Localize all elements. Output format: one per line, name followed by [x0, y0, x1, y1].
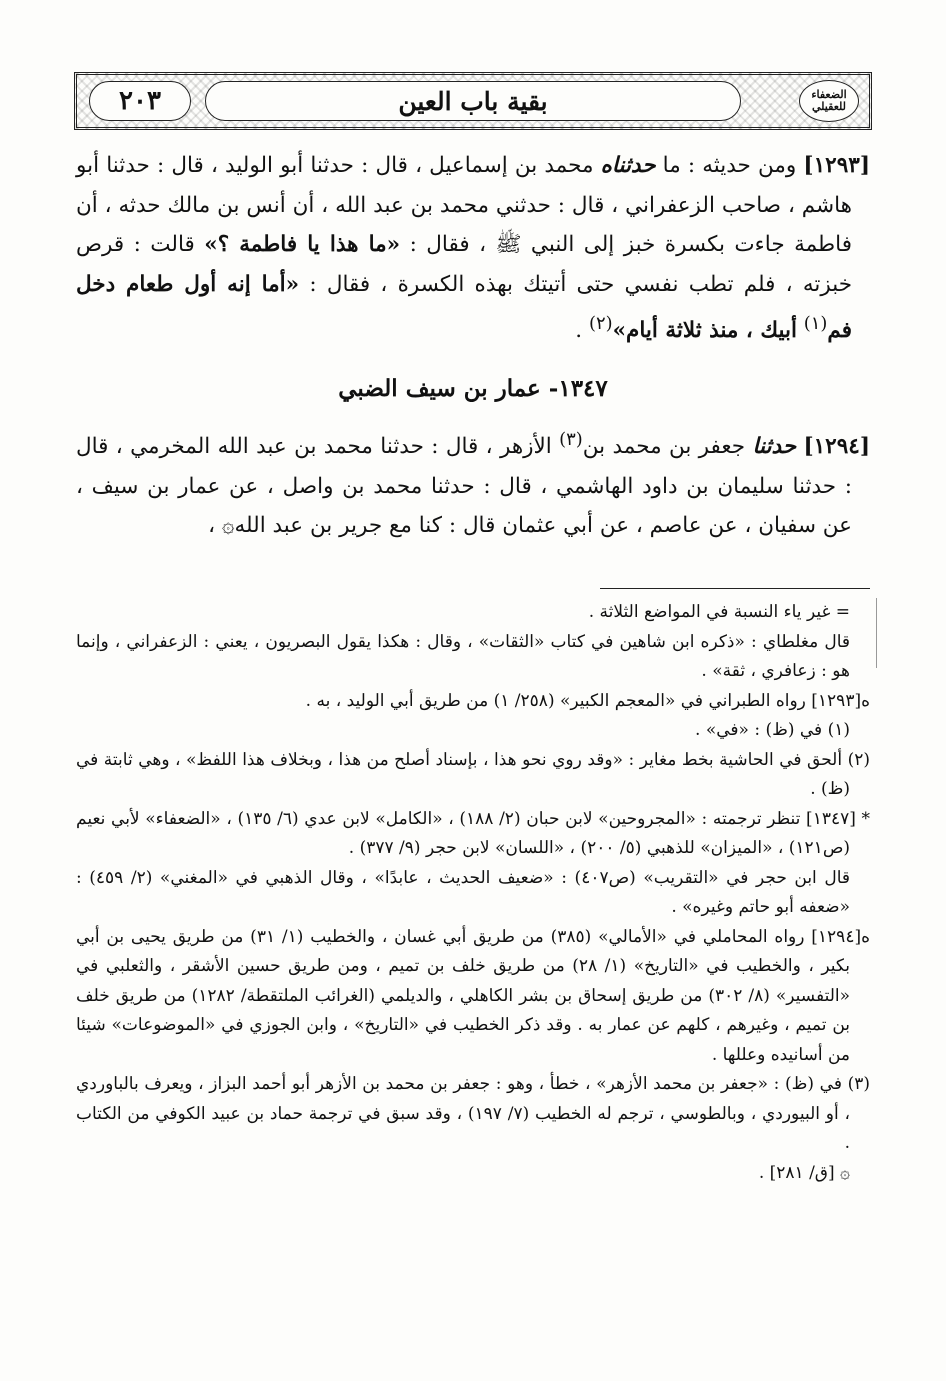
hadith-number: [١٢٩٤]	[803, 434, 871, 460]
footnote-2: (٢) ألحق في الحاشية بخط مغاير : «وقد روي نحو هذا ، بإسناد أصلح من هذا ، وبخلاف هذا اللفظ» ، وهي ثابتة في (ظ) .	[76, 749, 870, 799]
margin-line	[876, 598, 877, 668]
footnote-1: (١) في (ظ) : «في» .	[695, 720, 850, 740]
hadith-text: ومن حديثه : ما	[662, 153, 797, 178]
footnote-ref: (٢)	[588, 313, 613, 334]
prophetic-speech: أبيك ، منذ ثلاثة أيام»	[612, 318, 797, 344]
hadith-text: محمد بن إسماعيل ، قال : حدثنا أبو الوليد ، قال : حدثنا أبو هاشم ، صاحب الزعفراني ، قال : حدثني محمد بن عبد الله ، أن أنس بن مالك حدثه ، أن فاطمة جاءت بكسرة خبز إلى النبي ﷺ ، فقال :	[76, 153, 852, 257]
main-text	[76, 146, 870, 546]
footnote-source: ه[١٢٩٤] رواه المحاملي في «الأمالي» (٣٨٥) من طريق أبي غسان ، والخطيب (١/ ٣١) من طريق يحيى بن أبي بكير ، والخطيب في «التاريخ» (١/ ٢٨) من طريق خلف بن تميم ، ومن طريق حسين الأشقر ، والثعلبي في «التفسير» (٨/ ٣٠٢) من طريق إسحاق بن بشر الكاهلي ، والديلمي (الغرائب الملتقطة/ ١٢٨٢) من طريق خلف بن تميم ، وغيرهم ، كلهم عن عمار به . وقد ذكر الخطيب في «التاريخ» ، وابن الجوزي في «الموضوعات» شيئا من أسانيده وعللها .	[76, 926, 870, 1065]
transmission-term: حدثناه	[600, 153, 656, 178]
page-number: ٢٠٣	[89, 81, 191, 121]
manuscript-folio-note: ۞ [ق/ ٢٨١] .	[758, 1162, 850, 1183]
hadith-end: .	[575, 318, 583, 344]
hadith-1293	[76, 146, 870, 351]
footnote-ref: (٣)	[559, 429, 583, 451]
biography-heading: ١٣٤٧- عمار بن سيف الضبي	[338, 374, 608, 402]
footnote-text: قال ابن حجر في «التقريب» (ص٤٠٧) : «ضعيف الحديث ، عابدًا» ، وقال الذهبي في «المغني» (٢/ ٤٥٩) : «ضعفه أبو حاتم وغيره» .	[76, 867, 850, 917]
prophetic-speech: «ما هذا يا فاطمة ؟»	[204, 232, 401, 257]
book-title-seal	[799, 80, 859, 122]
running-title-frame	[205, 81, 741, 121]
hadith-text: الأزهر ، قال : حدثنا محمد بن عبد الله المخرمي ، قال : حدثنا سليمان بن داود الهاشمي ، قال : حدثنا محمد بن واصل ، عن عمار بن سيف ، عن سفيان ، عن عاصم ، عن أبي عثمان قال : كنا مع جرير بن عبد الله	[76, 434, 852, 539]
hadith-1294	[76, 420, 870, 546]
footnote-3: (٣) في (ظ) : «جعفر بن محمد الأزهر» ، خطأ ، وهو : جعفر بن محمد بن الأزهر أبو أحمد البزاز ، ويعرف بالباوردي ، أو البيوردي ، وبالطوسي ، ترجم له الخطيب (٧/ ١٩٧) ، وقد سبق في ترجمة حماد بن عبيد الكوفي من الكتاب .	[76, 1074, 870, 1153]
footnote-separator	[600, 588, 870, 589]
footnote-biography: * [١٣٤٧] تنظر ترجمته : «المجروحين» لابن حبان (٢/ ١٨٨) ، «الكامل» لابن عدي (٦/ ١٣٥) ، «الضعفاء» لأبي نعيم (ص١٢١) ، «الميزان» للذهبي (٥/ ٢٠٠) ، «اللسان» لابن حجر (٩/ ٣٧٧) .	[76, 808, 870, 858]
footnote-continuation: = غير ياء النسبة في المواضع الثلاثة .	[588, 602, 850, 622]
book-seal-line1: الضعفاء	[811, 88, 847, 101]
footnote-text: قال مغلطاي : «ذكره ابن شاهين في كتاب «الثقات» ، وقال : هكذا يقول البصريون ، يعني : الزعفراني ، وإنما هو : زعافري ، ثقة» .	[76, 631, 851, 681]
running-header	[74, 72, 872, 130]
footnote-source: ه[١٢٩٣] رواه الطبراني في «المعجم الكبير» (٢٥٨/ ١) من طريق أبي الوليد ، به .	[305, 690, 870, 711]
prophetic-speech: «أما إنه أول طعام دخل فم	[76, 271, 852, 344]
hadith-number: [١٢٩٣]	[803, 153, 870, 178]
transmission-term: حدثنا	[752, 434, 797, 460]
hadith-text: قالت : قرص خبزته ، فلم تطب نفسي حتى أتيتك بهذه الكسرة ، فقال :	[76, 232, 853, 297]
hadith-text: جعفر بن محمد بن	[582, 434, 746, 460]
book-seal-line2: للعقيلي	[812, 100, 846, 113]
manuscript-mark: ۞	[221, 513, 235, 539]
hadith-end: ،	[208, 513, 216, 539]
running-title: بقية باب العين	[398, 86, 548, 116]
footnotes	[76, 598, 870, 1188]
footnote-ref: (١)	[803, 313, 828, 334]
